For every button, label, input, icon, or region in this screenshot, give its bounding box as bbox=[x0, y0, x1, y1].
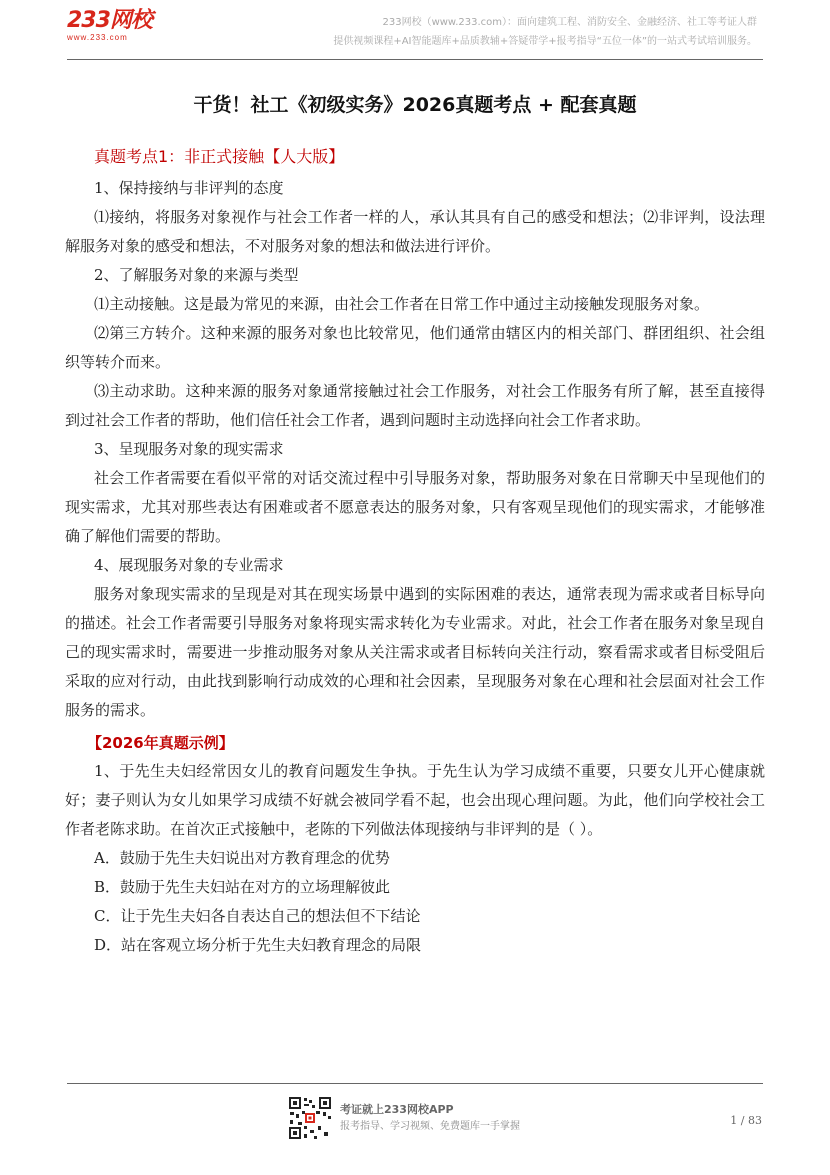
footer-app-title: 考证就上233网校APP bbox=[340, 1103, 454, 1116]
header-intro bbox=[333, 13, 757, 51]
paragraph: ⑶主动求助。这种来源的服务对象通常接触过社会工作服务，对社会工作服务有所了解，甚至直接得到过社会工作者的帮助，他们信任社会工作者，遇到问题时主动选择向社会工作者求助。 bbox=[65, 382, 765, 429]
page-number: 1 / 83 bbox=[730, 1114, 762, 1127]
header-intro-line2: 提供视频课程+AI智能题库+品质教辅+答疑带学+报考指导“五位一体”的一站式考试培训服务。 bbox=[333, 36, 757, 47]
section-tag: 【人大版】 bbox=[264, 147, 345, 166]
header-intro-line1: 233网校（www.233.com）：面向建筑工程、消防安全、金融经济、社工等考证人群 bbox=[382, 17, 757, 28]
section-title-text: 真题考点1：非正式接触 bbox=[94, 147, 265, 166]
logo-url: www.233.com bbox=[67, 33, 128, 42]
paragraph: 服务对象现实需求的呈现是对其在现实场景中遇到的实际困难的表达，通常表现为需求或者目标导向的描述。社会工作者需要引导服务对象将现实需求转化为专业需求。对此，社会工作者在服务对象呈现自己的现实需求时，需要进一步推动服务对象从关注需求或者目标转向关注行动，察看需求或者目标受阻后采取的应对行动，由此找到影响行动成效的心理和社会因素，呈现服务对象在心理和社会层面对社会工作服务的需求。 bbox=[65, 585, 765, 719]
option-c: C．让于先生夫妇各自表达自己的想法但不下结论 bbox=[94, 907, 421, 925]
paragraph: 2、了解服务对象的来源与类型 bbox=[94, 266, 299, 284]
footer-app-promo[interactable] bbox=[340, 1102, 520, 1136]
paragraph: 1、保持接纳与非评判的态度 bbox=[94, 179, 284, 197]
logo-text: 233网校 bbox=[67, 8, 152, 33]
document-title: 干货！社工《初级实务》2026真题考点 + 配套真题 bbox=[193, 94, 637, 116]
option-a: A．鼓励于先生夫妇说出对方教育理念的优势 bbox=[94, 849, 390, 867]
qr-code-icon[interactable] bbox=[288, 1096, 332, 1140]
paragraph: ⑴主动接触。这是最为常见的来源，由社会工作者在日常工作中通过主动接触发现服务对象。 bbox=[94, 295, 710, 313]
option-b: B．鼓励于先生夫妇站在对方的立场理解彼此 bbox=[94, 878, 391, 896]
paragraph: ⑴接纳，将服务对象视作与社会工作者一样的人，承认其具有自己的感受和想法；⑵非评判，设法理解服务对象的感受和想法，不对服务对象的想法和做法进行评价。 bbox=[65, 208, 765, 255]
paragraph: 3、呈现服务对象的现实需求 bbox=[94, 440, 284, 458]
footer-divider bbox=[67, 1083, 763, 1084]
option-d: D．站在客观立场分析于先生夫妇教育理念的局限 bbox=[94, 936, 422, 954]
example-title: 【2026年真题示例】 bbox=[87, 734, 234, 752]
footer-app-subtitle: 报考指导、学习视频、免费题库一手掌握 bbox=[340, 1121, 520, 1132]
brand-logo[interactable] bbox=[67, 10, 152, 42]
paragraph: 社会工作者需要在看似平常的对话交流过程中引导服务对象，帮助服务对象在日常聊天中呈现他们的现实需求，尤其对那些表达有困难或者不愿意表达的服务对象，只有客观呈现他们的现实需求，才能够准确了解他们需要的帮助。 bbox=[65, 469, 765, 545]
section-title bbox=[65, 144, 765, 170]
question-text: 1、于先生夫妇经常因女儿的教育问题发生争执。于先生认为学习成绩不重要，只要女儿开心健康就好；妻子则认为女儿如果学习成绩不好就会被同学看不起，也会出现心理问题。为此，他们向学校社会工作者老陈求助。在首次正式接触中，老陈的下列做法体现接纳与非评判的是（ ）。 bbox=[65, 762, 765, 838]
document-body bbox=[65, 144, 765, 960]
paragraph: ⑵第三方转介。这种来源的服务对象也比较常见，他们通常由辖区内的相关部门、群团组织、社会组织等转介而来。 bbox=[65, 324, 765, 371]
paragraph: 4、展现服务对象的专业需求 bbox=[94, 556, 284, 574]
page-header bbox=[0, 0, 830, 62]
header-divider bbox=[67, 59, 763, 60]
